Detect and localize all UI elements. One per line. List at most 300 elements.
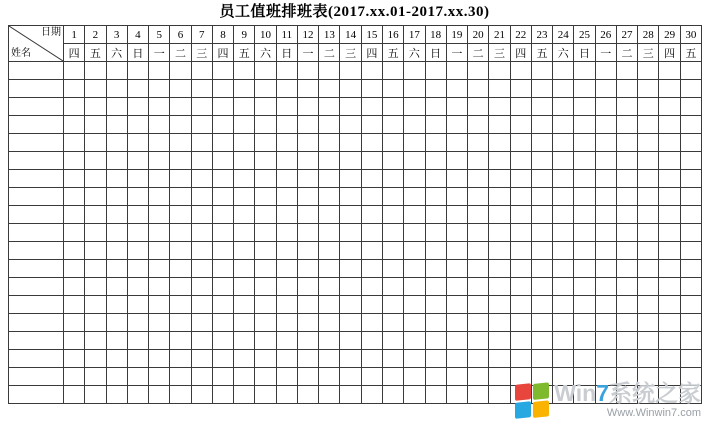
shift-cell[interactable] bbox=[638, 188, 659, 206]
shift-cell[interactable] bbox=[659, 260, 680, 278]
shift-cell[interactable] bbox=[255, 152, 276, 170]
shift-cell[interactable] bbox=[446, 170, 467, 188]
shift-cell[interactable] bbox=[170, 188, 191, 206]
employee-name-cell[interactable] bbox=[9, 224, 64, 242]
employee-name-cell[interactable] bbox=[9, 170, 64, 188]
shift-cell[interactable] bbox=[531, 242, 552, 260]
shift-cell[interactable] bbox=[276, 332, 297, 350]
shift-cell[interactable] bbox=[297, 368, 318, 386]
shift-cell[interactable] bbox=[191, 314, 212, 332]
shift-cell[interactable] bbox=[446, 152, 467, 170]
shift-cell[interactable] bbox=[425, 278, 446, 296]
shift-cell[interactable] bbox=[510, 116, 531, 134]
shift-cell[interactable] bbox=[616, 368, 637, 386]
shift-cell[interactable] bbox=[319, 62, 340, 80]
shift-cell[interactable] bbox=[680, 386, 701, 404]
shift-cell[interactable] bbox=[297, 98, 318, 116]
shift-cell[interactable] bbox=[616, 350, 637, 368]
shift-cell[interactable] bbox=[64, 170, 85, 188]
shift-cell[interactable] bbox=[276, 80, 297, 98]
shift-cell[interactable] bbox=[340, 152, 361, 170]
shift-cell[interactable] bbox=[319, 350, 340, 368]
shift-cell[interactable] bbox=[425, 314, 446, 332]
shift-cell[interactable] bbox=[191, 386, 212, 404]
shift-cell[interactable] bbox=[489, 296, 510, 314]
employee-name-cell[interactable] bbox=[9, 368, 64, 386]
shift-cell[interactable] bbox=[595, 62, 616, 80]
shift-cell[interactable] bbox=[255, 278, 276, 296]
shift-cell[interactable] bbox=[64, 386, 85, 404]
shift-cell[interactable] bbox=[319, 260, 340, 278]
shift-cell[interactable] bbox=[680, 188, 701, 206]
shift-cell[interactable] bbox=[276, 296, 297, 314]
shift-cell[interactable] bbox=[595, 116, 616, 134]
shift-cell[interactable] bbox=[149, 80, 170, 98]
shift-cell[interactable] bbox=[531, 296, 552, 314]
shift-cell[interactable] bbox=[659, 296, 680, 314]
shift-cell[interactable] bbox=[404, 224, 425, 242]
shift-cell[interactable] bbox=[340, 278, 361, 296]
shift-cell[interactable] bbox=[127, 224, 148, 242]
shift-cell[interactable] bbox=[319, 152, 340, 170]
shift-cell[interactable] bbox=[149, 224, 170, 242]
shift-cell[interactable] bbox=[659, 62, 680, 80]
shift-cell[interactable] bbox=[170, 242, 191, 260]
shift-cell[interactable] bbox=[191, 350, 212, 368]
shift-cell[interactable] bbox=[191, 116, 212, 134]
shift-cell[interactable] bbox=[680, 152, 701, 170]
shift-cell[interactable] bbox=[64, 296, 85, 314]
shift-cell[interactable] bbox=[553, 368, 574, 386]
shift-cell[interactable] bbox=[319, 98, 340, 116]
shift-cell[interactable] bbox=[212, 386, 233, 404]
shift-cell[interactable] bbox=[489, 188, 510, 206]
shift-cell[interactable] bbox=[340, 98, 361, 116]
shift-cell[interactable] bbox=[85, 170, 106, 188]
shift-cell[interactable] bbox=[127, 314, 148, 332]
shift-cell[interactable] bbox=[85, 278, 106, 296]
shift-cell[interactable] bbox=[255, 296, 276, 314]
shift-cell[interactable] bbox=[170, 278, 191, 296]
shift-cell[interactable] bbox=[659, 80, 680, 98]
shift-cell[interactable] bbox=[510, 224, 531, 242]
shift-cell[interactable] bbox=[553, 224, 574, 242]
shift-cell[interactable] bbox=[616, 134, 637, 152]
shift-cell[interactable] bbox=[340, 62, 361, 80]
shift-cell[interactable] bbox=[468, 80, 489, 98]
shift-cell[interactable] bbox=[297, 116, 318, 134]
shift-cell[interactable] bbox=[297, 206, 318, 224]
shift-cell[interactable] bbox=[446, 350, 467, 368]
shift-cell[interactable] bbox=[319, 134, 340, 152]
shift-cell[interactable] bbox=[64, 188, 85, 206]
shift-cell[interactable] bbox=[531, 80, 552, 98]
shift-cell[interactable] bbox=[638, 368, 659, 386]
shift-cell[interactable] bbox=[382, 314, 403, 332]
shift-cell[interactable] bbox=[255, 224, 276, 242]
shift-cell[interactable] bbox=[361, 98, 382, 116]
shift-cell[interactable] bbox=[276, 260, 297, 278]
shift-cell[interactable] bbox=[212, 350, 233, 368]
shift-cell[interactable] bbox=[489, 170, 510, 188]
shift-cell[interactable] bbox=[297, 242, 318, 260]
shift-cell[interactable] bbox=[553, 80, 574, 98]
shift-cell[interactable] bbox=[127, 98, 148, 116]
shift-cell[interactable] bbox=[276, 206, 297, 224]
shift-cell[interactable] bbox=[404, 134, 425, 152]
shift-cell[interactable] bbox=[127, 386, 148, 404]
shift-cell[interactable] bbox=[276, 386, 297, 404]
shift-cell[interactable] bbox=[595, 224, 616, 242]
shift-cell[interactable] bbox=[340, 80, 361, 98]
shift-cell[interactable] bbox=[234, 368, 255, 386]
shift-cell[interactable] bbox=[446, 62, 467, 80]
shift-cell[interactable] bbox=[404, 368, 425, 386]
shift-cell[interactable] bbox=[212, 332, 233, 350]
shift-cell[interactable] bbox=[680, 314, 701, 332]
shift-cell[interactable] bbox=[489, 242, 510, 260]
shift-cell[interactable] bbox=[404, 152, 425, 170]
shift-cell[interactable] bbox=[149, 278, 170, 296]
shift-cell[interactable] bbox=[106, 134, 127, 152]
shift-cell[interactable] bbox=[234, 152, 255, 170]
shift-cell[interactable] bbox=[85, 332, 106, 350]
shift-cell[interactable] bbox=[553, 332, 574, 350]
shift-cell[interactable] bbox=[680, 134, 701, 152]
shift-cell[interactable] bbox=[489, 62, 510, 80]
shift-cell[interactable] bbox=[212, 98, 233, 116]
shift-cell[interactable] bbox=[468, 62, 489, 80]
shift-cell[interactable] bbox=[489, 80, 510, 98]
shift-cell[interactable] bbox=[361, 206, 382, 224]
shift-cell[interactable] bbox=[361, 260, 382, 278]
shift-cell[interactable] bbox=[510, 296, 531, 314]
shift-cell[interactable] bbox=[106, 350, 127, 368]
shift-cell[interactable] bbox=[106, 152, 127, 170]
shift-cell[interactable] bbox=[553, 152, 574, 170]
shift-cell[interactable] bbox=[425, 152, 446, 170]
shift-cell[interactable] bbox=[149, 386, 170, 404]
shift-cell[interactable] bbox=[446, 296, 467, 314]
shift-cell[interactable] bbox=[127, 188, 148, 206]
shift-cell[interactable] bbox=[149, 62, 170, 80]
shift-cell[interactable] bbox=[297, 386, 318, 404]
employee-name-cell[interactable] bbox=[9, 350, 64, 368]
shift-cell[interactable] bbox=[616, 152, 637, 170]
shift-cell[interactable] bbox=[680, 206, 701, 224]
shift-cell[interactable] bbox=[64, 350, 85, 368]
shift-cell[interactable] bbox=[170, 80, 191, 98]
shift-cell[interactable] bbox=[64, 278, 85, 296]
shift-cell[interactable] bbox=[659, 224, 680, 242]
shift-cell[interactable] bbox=[361, 134, 382, 152]
shift-cell[interactable] bbox=[319, 80, 340, 98]
shift-cell[interactable] bbox=[361, 332, 382, 350]
shift-cell[interactable] bbox=[489, 314, 510, 332]
shift-cell[interactable] bbox=[191, 332, 212, 350]
shift-cell[interactable] bbox=[64, 332, 85, 350]
shift-cell[interactable] bbox=[64, 314, 85, 332]
shift-cell[interactable] bbox=[106, 98, 127, 116]
shift-cell[interactable] bbox=[297, 224, 318, 242]
shift-cell[interactable] bbox=[340, 368, 361, 386]
shift-cell[interactable] bbox=[468, 296, 489, 314]
shift-cell[interactable] bbox=[382, 80, 403, 98]
shift-cell[interactable] bbox=[531, 314, 552, 332]
shift-cell[interactable] bbox=[212, 188, 233, 206]
shift-cell[interactable] bbox=[489, 350, 510, 368]
shift-cell[interactable] bbox=[340, 296, 361, 314]
shift-cell[interactable] bbox=[553, 296, 574, 314]
shift-cell[interactable] bbox=[382, 260, 403, 278]
shift-cell[interactable] bbox=[64, 152, 85, 170]
shift-cell[interactable] bbox=[149, 242, 170, 260]
shift-cell[interactable] bbox=[212, 80, 233, 98]
shift-cell[interactable] bbox=[340, 314, 361, 332]
shift-cell[interactable] bbox=[680, 80, 701, 98]
shift-cell[interactable] bbox=[638, 152, 659, 170]
shift-cell[interactable] bbox=[531, 224, 552, 242]
shift-cell[interactable] bbox=[638, 296, 659, 314]
shift-cell[interactable] bbox=[574, 116, 595, 134]
shift-cell[interactable] bbox=[340, 188, 361, 206]
shift-cell[interactable] bbox=[340, 350, 361, 368]
shift-cell[interactable] bbox=[574, 170, 595, 188]
shift-cell[interactable] bbox=[489, 368, 510, 386]
shift-cell[interactable] bbox=[170, 134, 191, 152]
shift-cell[interactable] bbox=[191, 224, 212, 242]
shift-cell[interactable] bbox=[382, 116, 403, 134]
shift-cell[interactable] bbox=[170, 170, 191, 188]
shift-cell[interactable] bbox=[255, 62, 276, 80]
shift-cell[interactable] bbox=[340, 224, 361, 242]
shift-cell[interactable] bbox=[553, 188, 574, 206]
shift-cell[interactable] bbox=[234, 278, 255, 296]
shift-cell[interactable] bbox=[382, 98, 403, 116]
shift-cell[interactable] bbox=[170, 98, 191, 116]
shift-cell[interactable] bbox=[489, 332, 510, 350]
shift-cell[interactable] bbox=[340, 332, 361, 350]
shift-cell[interactable] bbox=[531, 350, 552, 368]
shift-cell[interactable] bbox=[468, 278, 489, 296]
shift-cell[interactable] bbox=[659, 368, 680, 386]
shift-cell[interactable] bbox=[680, 332, 701, 350]
shift-cell[interactable] bbox=[595, 314, 616, 332]
shift-cell[interactable] bbox=[616, 116, 637, 134]
shift-cell[interactable] bbox=[446, 224, 467, 242]
shift-cell[interactable] bbox=[297, 170, 318, 188]
shift-cell[interactable] bbox=[616, 386, 637, 404]
shift-cell[interactable] bbox=[234, 98, 255, 116]
shift-cell[interactable] bbox=[574, 332, 595, 350]
shift-cell[interactable] bbox=[340, 170, 361, 188]
shift-cell[interactable] bbox=[127, 152, 148, 170]
shift-cell[interactable] bbox=[85, 98, 106, 116]
shift-cell[interactable] bbox=[659, 116, 680, 134]
shift-cell[interactable] bbox=[382, 368, 403, 386]
shift-cell[interactable] bbox=[64, 242, 85, 260]
shift-cell[interactable] bbox=[638, 242, 659, 260]
shift-cell[interactable] bbox=[64, 98, 85, 116]
shift-cell[interactable] bbox=[170, 314, 191, 332]
shift-cell[interactable] bbox=[468, 350, 489, 368]
shift-cell[interactable] bbox=[425, 170, 446, 188]
shift-cell[interactable] bbox=[234, 314, 255, 332]
shift-cell[interactable] bbox=[212, 62, 233, 80]
shift-cell[interactable] bbox=[382, 188, 403, 206]
shift-cell[interactable] bbox=[106, 260, 127, 278]
shift-cell[interactable] bbox=[659, 332, 680, 350]
shift-cell[interactable] bbox=[170, 260, 191, 278]
shift-cell[interactable] bbox=[680, 260, 701, 278]
shift-cell[interactable] bbox=[234, 170, 255, 188]
shift-cell[interactable] bbox=[85, 188, 106, 206]
shift-cell[interactable] bbox=[191, 260, 212, 278]
shift-cell[interactable] bbox=[595, 152, 616, 170]
shift-cell[interactable] bbox=[510, 62, 531, 80]
shift-cell[interactable] bbox=[510, 278, 531, 296]
shift-cell[interactable] bbox=[255, 314, 276, 332]
shift-cell[interactable] bbox=[574, 134, 595, 152]
shift-cell[interactable] bbox=[127, 278, 148, 296]
shift-cell[interactable] bbox=[616, 278, 637, 296]
shift-cell[interactable] bbox=[468, 116, 489, 134]
shift-cell[interactable] bbox=[574, 224, 595, 242]
shift-cell[interactable] bbox=[106, 332, 127, 350]
shift-cell[interactable] bbox=[255, 98, 276, 116]
shift-cell[interactable] bbox=[574, 386, 595, 404]
shift-cell[interactable] bbox=[106, 170, 127, 188]
shift-cell[interactable] bbox=[64, 80, 85, 98]
shift-cell[interactable] bbox=[531, 62, 552, 80]
shift-cell[interactable] bbox=[616, 242, 637, 260]
shift-cell[interactable] bbox=[361, 314, 382, 332]
shift-cell[interactable] bbox=[531, 278, 552, 296]
shift-cell[interactable] bbox=[595, 386, 616, 404]
shift-cell[interactable] bbox=[616, 62, 637, 80]
shift-cell[interactable] bbox=[85, 296, 106, 314]
shift-cell[interactable] bbox=[553, 62, 574, 80]
shift-cell[interactable] bbox=[404, 260, 425, 278]
shift-cell[interactable] bbox=[361, 242, 382, 260]
employee-name-cell[interactable] bbox=[9, 278, 64, 296]
shift-cell[interactable] bbox=[659, 278, 680, 296]
shift-cell[interactable] bbox=[106, 368, 127, 386]
shift-cell[interactable] bbox=[191, 206, 212, 224]
shift-cell[interactable] bbox=[127, 134, 148, 152]
shift-cell[interactable] bbox=[446, 188, 467, 206]
shift-cell[interactable] bbox=[340, 116, 361, 134]
shift-cell[interactable] bbox=[212, 170, 233, 188]
shift-cell[interactable] bbox=[191, 188, 212, 206]
shift-cell[interactable] bbox=[489, 260, 510, 278]
shift-cell[interactable] bbox=[361, 224, 382, 242]
shift-cell[interactable] bbox=[531, 98, 552, 116]
shift-cell[interactable] bbox=[127, 332, 148, 350]
shift-cell[interactable] bbox=[234, 188, 255, 206]
shift-cell[interactable] bbox=[319, 368, 340, 386]
shift-cell[interactable] bbox=[127, 260, 148, 278]
shift-cell[interactable] bbox=[212, 278, 233, 296]
shift-cell[interactable] bbox=[595, 98, 616, 116]
shift-cell[interactable] bbox=[595, 368, 616, 386]
shift-cell[interactable] bbox=[212, 152, 233, 170]
shift-cell[interactable] bbox=[106, 116, 127, 134]
shift-cell[interactable] bbox=[616, 98, 637, 116]
shift-cell[interactable] bbox=[446, 134, 467, 152]
shift-cell[interactable] bbox=[404, 332, 425, 350]
shift-cell[interactable] bbox=[149, 134, 170, 152]
shift-cell[interactable] bbox=[489, 134, 510, 152]
shift-cell[interactable] bbox=[276, 368, 297, 386]
shift-cell[interactable] bbox=[531, 188, 552, 206]
shift-cell[interactable] bbox=[404, 386, 425, 404]
shift-cell[interactable] bbox=[659, 206, 680, 224]
shift-cell[interactable] bbox=[319, 332, 340, 350]
shift-cell[interactable] bbox=[382, 242, 403, 260]
shift-cell[interactable] bbox=[510, 80, 531, 98]
shift-cell[interactable] bbox=[553, 260, 574, 278]
shift-cell[interactable] bbox=[638, 206, 659, 224]
shift-cell[interactable] bbox=[595, 296, 616, 314]
shift-cell[interactable] bbox=[553, 98, 574, 116]
employee-name-cell[interactable] bbox=[9, 98, 64, 116]
employee-name-cell[interactable] bbox=[9, 188, 64, 206]
shift-cell[interactable] bbox=[574, 62, 595, 80]
shift-cell[interactable] bbox=[127, 206, 148, 224]
shift-cell[interactable] bbox=[234, 260, 255, 278]
shift-cell[interactable] bbox=[489, 98, 510, 116]
shift-cell[interactable] bbox=[234, 62, 255, 80]
shift-cell[interactable] bbox=[106, 62, 127, 80]
shift-cell[interactable] bbox=[489, 278, 510, 296]
shift-cell[interactable] bbox=[425, 62, 446, 80]
shift-cell[interactable] bbox=[680, 98, 701, 116]
shift-cell[interactable] bbox=[510, 260, 531, 278]
shift-cell[interactable] bbox=[659, 98, 680, 116]
shift-cell[interactable] bbox=[191, 62, 212, 80]
shift-cell[interactable] bbox=[276, 134, 297, 152]
shift-cell[interactable] bbox=[531, 170, 552, 188]
shift-cell[interactable] bbox=[468, 98, 489, 116]
shift-cell[interactable] bbox=[191, 170, 212, 188]
shift-cell[interactable] bbox=[468, 224, 489, 242]
shift-cell[interactable] bbox=[149, 260, 170, 278]
shift-cell[interactable] bbox=[170, 152, 191, 170]
shift-cell[interactable] bbox=[212, 296, 233, 314]
shift-cell[interactable] bbox=[106, 206, 127, 224]
shift-cell[interactable] bbox=[85, 386, 106, 404]
shift-cell[interactable] bbox=[553, 386, 574, 404]
shift-cell[interactable] bbox=[276, 314, 297, 332]
shift-cell[interactable] bbox=[170, 62, 191, 80]
shift-cell[interactable] bbox=[553, 134, 574, 152]
shift-cell[interactable] bbox=[659, 314, 680, 332]
shift-cell[interactable] bbox=[234, 386, 255, 404]
shift-cell[interactable] bbox=[680, 296, 701, 314]
shift-cell[interactable] bbox=[446, 242, 467, 260]
shift-cell[interactable] bbox=[255, 188, 276, 206]
shift-cell[interactable] bbox=[574, 350, 595, 368]
shift-cell[interactable] bbox=[149, 314, 170, 332]
shift-cell[interactable] bbox=[85, 368, 106, 386]
shift-cell[interactable] bbox=[85, 224, 106, 242]
shift-cell[interactable] bbox=[446, 116, 467, 134]
shift-cell[interactable] bbox=[404, 206, 425, 224]
shift-cell[interactable] bbox=[446, 278, 467, 296]
employee-name-cell[interactable] bbox=[9, 116, 64, 134]
shift-cell[interactable] bbox=[638, 278, 659, 296]
